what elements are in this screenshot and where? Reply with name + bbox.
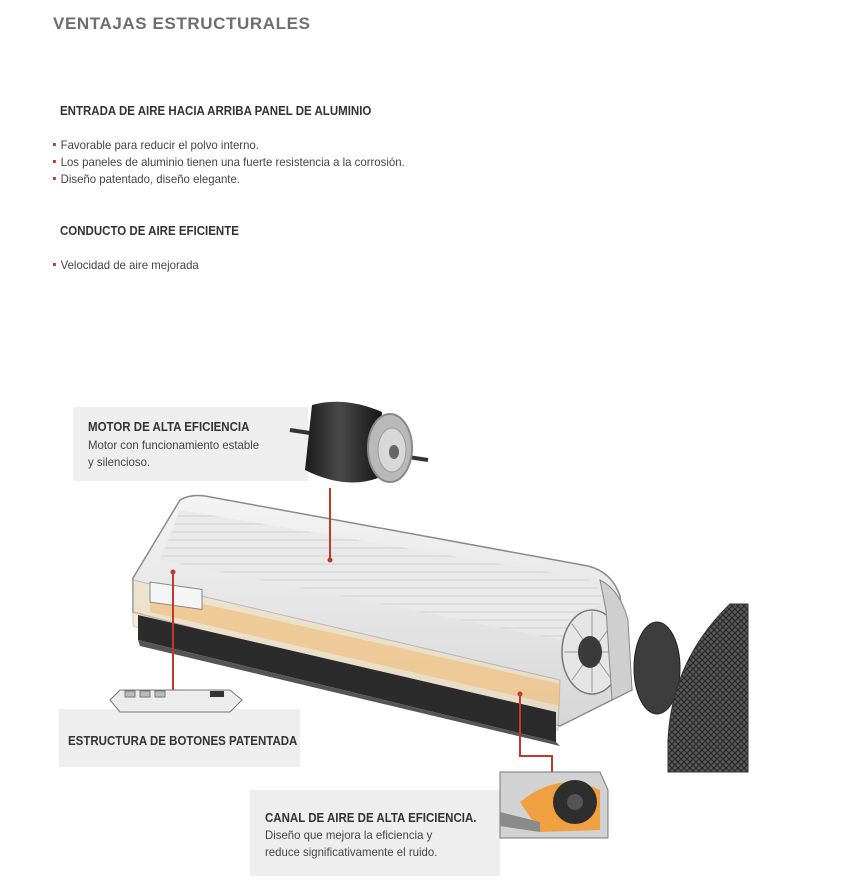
mesh-panel-icon — [668, 604, 748, 772]
callout-channel-text: Diseño que mejora la eficiencia y reduce significativamente el ruido. — [265, 828, 438, 859]
callout-motor-text: Motor con funcionamiento estable y silencioso. — [88, 438, 260, 469]
callout-motor-heading: MOTOR DE ALTA EFICIENCIA — [88, 420, 250, 434]
side-cover-icon — [634, 622, 680, 714]
callout-buttons-heading: ESTRUCTURA DE BOTONES PATENTADA — [68, 734, 298, 748]
motor-icon — [290, 402, 428, 483]
list-item: Velocidad de aire mejorada — [53, 257, 199, 274]
list-item: Los paneles de aluminio tienen una fuerte resistencia a la corrosión. — [53, 154, 405, 171]
section-heading-air-duct: CONDUCTO DE AIRE EFICIENTE — [60, 224, 239, 238]
callout-channel-heading: CANAL DE AIRE DE ALTA EFICIENCIA. — [265, 811, 477, 825]
air-channel-icon — [500, 772, 608, 838]
list-item: Favorable para reducir el polvo interno. — [53, 137, 405, 154]
button-strip-icon — [110, 690, 242, 712]
section-heading-air-inlet: ENTRADA DE AIRE HACIA ARRIBA PANEL DE ALUMINIO — [60, 104, 372, 118]
page-title: VENTAJAS ESTRUCTURALES — [53, 14, 311, 33]
list-item: Diseño patentado, diseño elegante. — [53, 171, 405, 188]
